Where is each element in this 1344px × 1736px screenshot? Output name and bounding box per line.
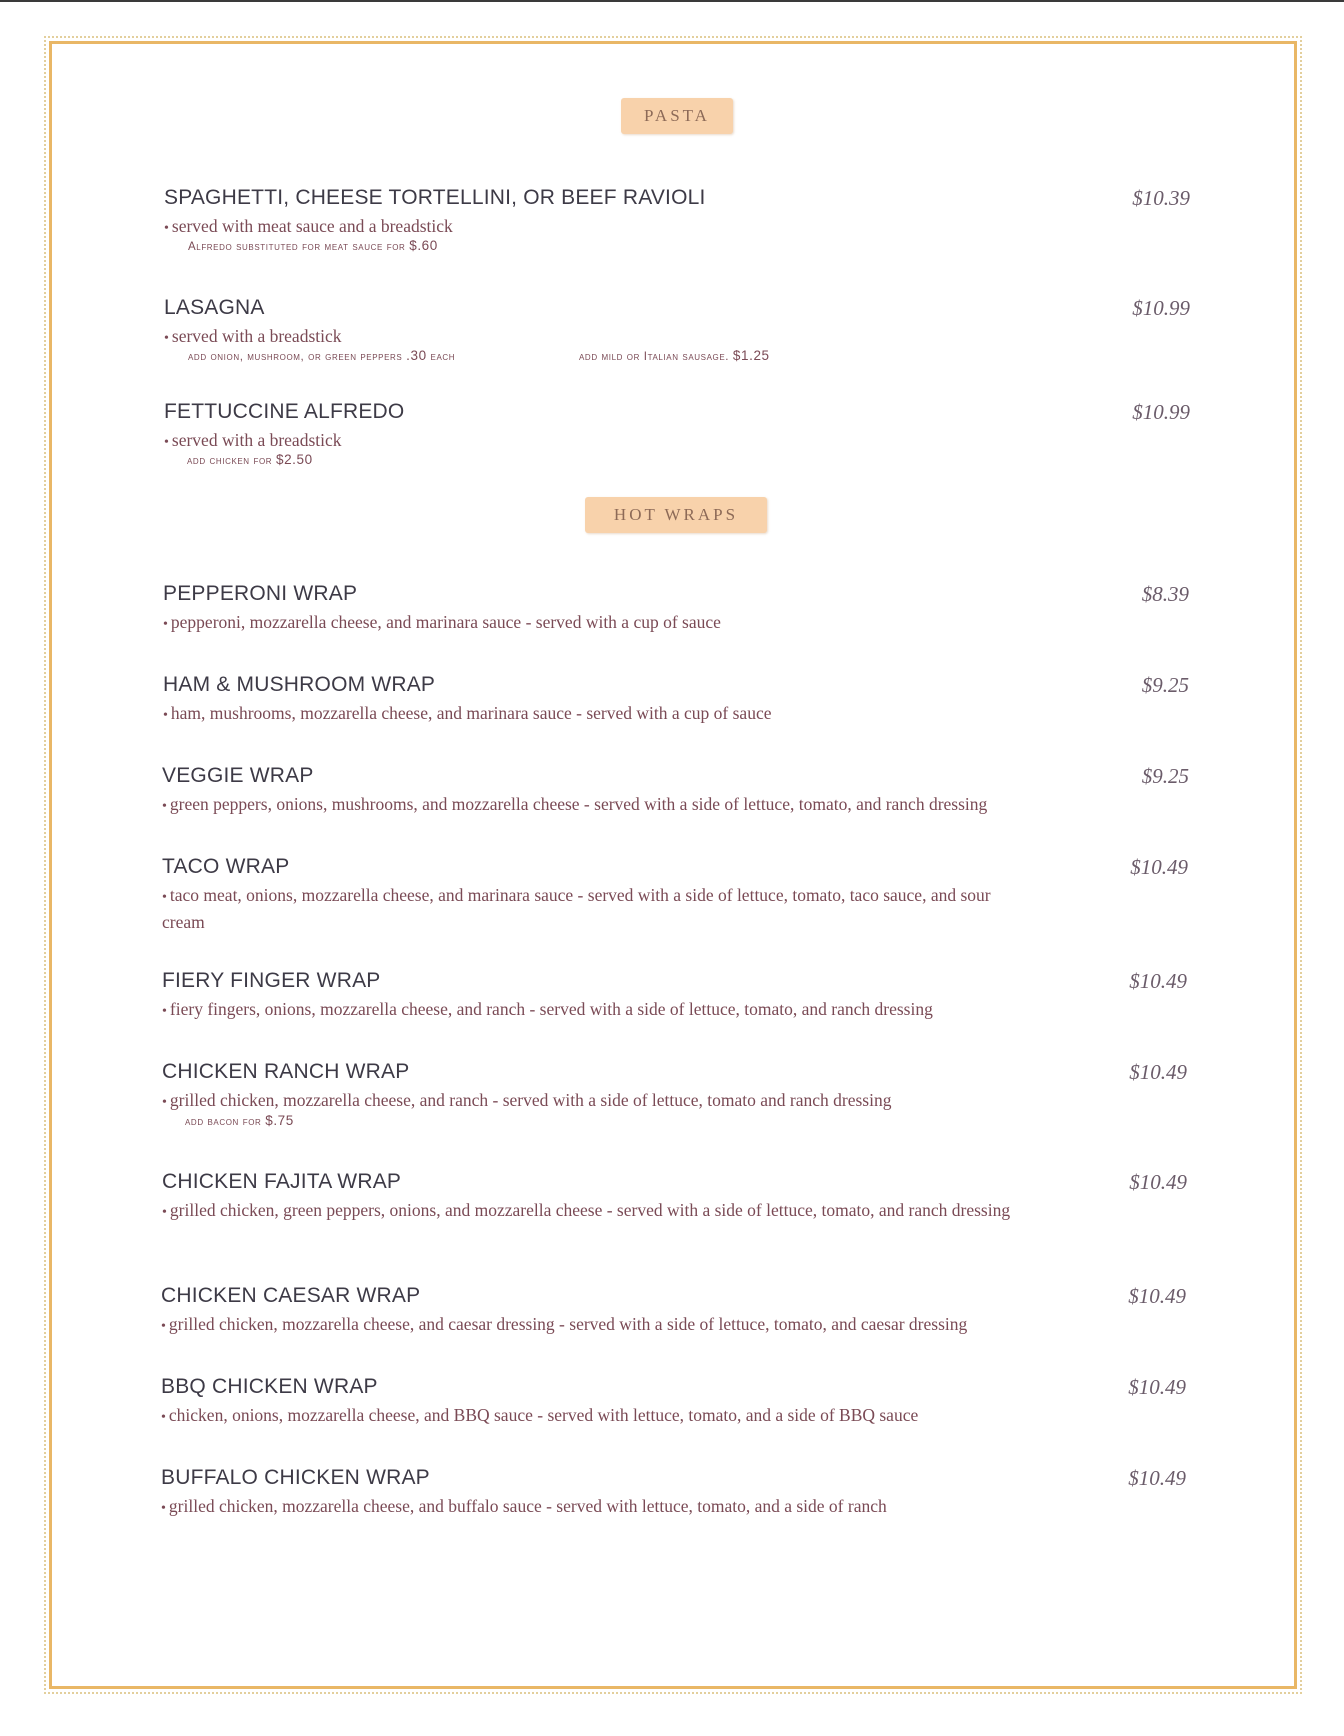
item-note: Alfredo substituted for meat sauce for $.60 xyxy=(188,238,438,253)
item-description xyxy=(161,1403,1061,1430)
item-price: $9.25 xyxy=(1141,673,1189,697)
bullet-icon: • xyxy=(161,1319,166,1334)
item-name: FIERY FINGER WRAP xyxy=(162,969,381,992)
item-name: SPAGHETTI, CHEESE TORTELLINI, OR BEEF RAVIOLI xyxy=(164,186,706,209)
item-name: CHICKEN CAESAR WRAP xyxy=(161,1284,421,1307)
item-description xyxy=(162,1198,1012,1225)
item-note: add onion, mushroom, or green peppers .30 each xyxy=(188,348,456,363)
item-description xyxy=(164,214,1044,241)
item-description-text: chicken, onions, mozzarella cheese, and BBQ sauce - served with lettuce, tomato, and a side of BBQ sauce xyxy=(168,1405,919,1425)
item-description-text: green peppers, onions, mushrooms, and mozzarella cheese - served with a side of lettuce, tomato, and ranch dressing xyxy=(169,794,988,814)
item-name: TACO WRAP xyxy=(162,855,290,878)
item-price: $10.49 xyxy=(1129,1060,1187,1084)
item-name: VEGGIE WRAP xyxy=(162,764,314,787)
item-description xyxy=(162,883,1012,934)
item-description xyxy=(161,1312,1061,1339)
item-note: add mild or Italian sausage. $1.25 xyxy=(579,348,770,363)
item-price: $10.49 xyxy=(1128,1466,1186,1490)
item-description-text: grilled chicken, mozzarella cheese, and ranch - served with a side of lettuce, tomato and ranch dressing xyxy=(169,1090,892,1110)
item-name: CHICKEN RANCH WRAP xyxy=(162,1060,410,1083)
item-price: $8.39 xyxy=(1141,582,1189,606)
bullet-icon: • xyxy=(162,799,167,814)
item-price: $10.49 xyxy=(1129,1170,1187,1194)
item-price: $10.49 xyxy=(1129,969,1187,993)
page-top-edge xyxy=(0,0,1344,2)
item-description xyxy=(162,997,1062,1024)
item-description-text: served with a breadstick xyxy=(171,326,342,346)
item-price: $10.49 xyxy=(1128,1375,1186,1399)
bullet-icon: • xyxy=(164,331,169,346)
bullet-icon: • xyxy=(161,1501,166,1516)
item-description xyxy=(162,1088,1062,1115)
bullet-icon: • xyxy=(161,1410,166,1425)
bullet-icon: • xyxy=(163,617,168,632)
item-name: FETTUCCINE ALFREDO xyxy=(164,400,405,423)
item-description-text: grilled chicken, mozzarella cheese, and caesar dressing - served with a side of lettuce, tomato, and caesar dressing xyxy=(168,1314,968,1334)
item-description xyxy=(164,428,1044,455)
item-note: add bacon for $.75 xyxy=(185,1113,294,1128)
bullet-icon: • xyxy=(164,435,169,450)
section-header-hot-wraps: HOT WRAPS xyxy=(585,497,767,533)
item-description-text: served with a breadstick xyxy=(171,430,342,450)
bullet-icon: • xyxy=(162,1004,167,1019)
item-description xyxy=(163,701,1043,728)
item-price: $10.49 xyxy=(1128,1284,1186,1308)
item-description xyxy=(163,610,1043,637)
bullet-icon: • xyxy=(164,221,169,236)
item-name: HAM & MUSHROOM WRAP xyxy=(163,673,436,696)
item-name: BUFFALO CHICKEN WRAP xyxy=(161,1466,430,1489)
item-price: $10.49 xyxy=(1130,855,1188,879)
item-description-text: grilled chicken, green peppers, onions, and mozzarella cheese - served with a side of lettuce, tomato, and ranch dressing xyxy=(169,1200,1011,1220)
item-name: LASAGNA xyxy=(164,296,265,319)
item-name: BBQ CHICKEN WRAP xyxy=(161,1375,378,1398)
bullet-icon: • xyxy=(162,890,167,905)
item-name: PEPPERONI WRAP xyxy=(163,582,358,605)
item-description xyxy=(161,1494,1061,1521)
section-header-pasta: PASTA xyxy=(621,98,733,134)
item-description xyxy=(164,324,1044,351)
item-description-text: served with meat sauce and a breadstick xyxy=(171,216,453,236)
item-description-text: ham, mushrooms, mozzarella cheese, and marinara sauce - served with a cup of sauce xyxy=(170,703,772,723)
bullet-icon: • xyxy=(162,1095,167,1110)
item-price: $10.99 xyxy=(1132,400,1190,424)
item-price: $10.99 xyxy=(1132,296,1190,320)
item-note: add chicken for $2.50 xyxy=(187,452,313,467)
item-price: $9.25 xyxy=(1141,764,1189,788)
item-name: CHICKEN FAJITA WRAP xyxy=(162,1170,402,1193)
item-price: $10.39 xyxy=(1132,186,1190,210)
item-description-text: taco meat, onions, mozzarella cheese, and marinara sauce - served with a side of lettuce, tomato, taco sauce, and sour cream xyxy=(162,885,991,932)
item-description-text: grilled chicken, mozzarella cheese, and buffalo sauce - served with lettuce, tomato, and a side of ranch xyxy=(168,1496,887,1516)
item-description-text: pepperoni, mozzarella cheese, and marinara sauce - served with a cup of sauce xyxy=(170,612,721,632)
bullet-icon: • xyxy=(163,708,168,723)
item-description-text: fiery fingers, onions, mozzarella cheese, and ranch - served with a side of lettuce, tomato, and ranch dressing xyxy=(169,999,933,1019)
bullet-icon: • xyxy=(162,1205,167,1220)
item-description xyxy=(162,792,1062,819)
